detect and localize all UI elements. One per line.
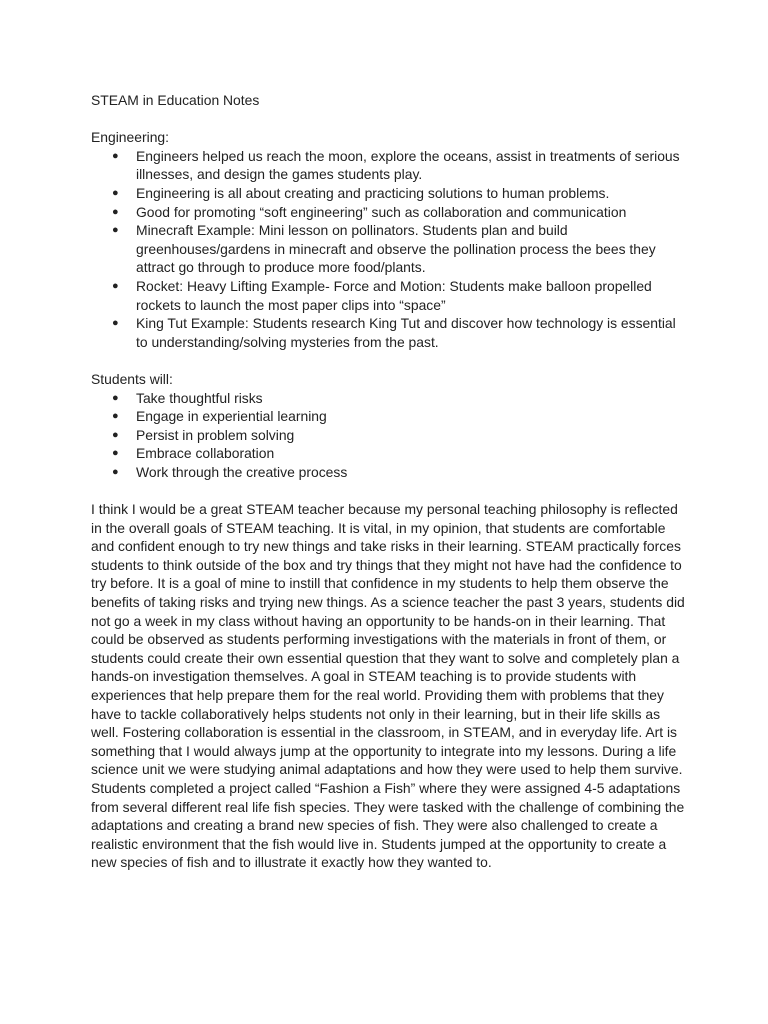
list-item bbox=[91, 444, 691, 463]
list-item-text: Work through the creative process bbox=[136, 463, 348, 480]
list-item bbox=[91, 277, 691, 314]
bullet-icon: ● bbox=[112, 410, 119, 423]
list-item-text: King Tut Example: Students research King Tut and discover how technology is essential to understanding/solving mysteries from the past. bbox=[136, 315, 676, 350]
list-item-text: Persist in problem solving bbox=[136, 426, 295, 443]
list-item-text: Good for promoting “soft engineering” such as collaboration and communication bbox=[136, 203, 627, 220]
engineering-list bbox=[91, 147, 691, 352]
bullet-icon: ● bbox=[112, 149, 119, 162]
list-item bbox=[91, 407, 691, 426]
list-item bbox=[91, 389, 691, 408]
bullet-icon: ● bbox=[112, 447, 119, 460]
list-item-text: Engineers helped us reach the moon, explore the oceans, assist in treatments of serious illnesses, and design the games students play. bbox=[136, 147, 680, 183]
list-item-text: Rocket: Heavy Lifting Example- Force and Motion: Students make balloon propelled rockets to launch the most paper clips into “space” bbox=[136, 277, 652, 313]
students-will-heading: Students will: bbox=[91, 370, 173, 387]
bullet-icon: ● bbox=[112, 224, 119, 237]
bullet-icon: ● bbox=[112, 279, 119, 292]
engineering-heading: Engineering: bbox=[91, 129, 169, 146]
document-page bbox=[91, 91, 691, 872]
document-title: STEAM in Education Notes bbox=[91, 92, 260, 108]
bullet-icon: ● bbox=[112, 205, 119, 218]
list-item bbox=[91, 147, 691, 184]
list-item bbox=[91, 221, 691, 277]
bullet-icon: ● bbox=[112, 428, 119, 441]
bullet-icon: ● bbox=[112, 186, 119, 199]
list-item bbox=[91, 314, 691, 351]
body-paragraph: I think I would be a great STEAM teacher because my personal teaching philosophy is reflected in the overall goals of STEAM teaching. It is vital, in my opinion, that students are comfortable and confident enough to try new things and take risks in their learning. STEAM practically forces students to think outside of the box and try things that they might not have had the confidence to try before. It is a goal of mine to instill that confidence in my students to help them observe the benefits of taking risks and trying new things. As a science teacher the past 3 years, students did not go a week in my class without having an opportunity to be hands-on in their learning. That could be observed as students performing investigations with the materials in front of them, or students could create their own essential question that they want to solve and completely plan a hands-on investigation themselves. A goal in STEAM teaching is to provide students with experiences that help prepare them for the real world. Providing them with problems that they have to tackle collaboratively helps students not only in their learning, but in their life skills as well. Fostering collaboration is essential in the classroom, in STEAM, and in everyday life. Art is something that I would always jump at the opportunity to integrate into my lessons. During a life science unit we were studying animal adaptations and how they were used to help them survive. Students completed a project called “Fashion a Fish” where they were assigned 4-5 adaptations from several different real life fish species. They were tasked with the challenge of combining the adaptations and creating a brand new species of fish. They were also challenged to create a realistic environment that the fish would live in. Students jumped at the opportunity to create a new species of fish and to illustrate it exactly how they wanted to. bbox=[91, 501, 685, 871]
list-item-text: Engage in experiential learning bbox=[136, 408, 327, 425]
list-item bbox=[91, 203, 691, 222]
list-item bbox=[91, 463, 691, 482]
bullet-icon: ● bbox=[112, 391, 119, 404]
list-item-text: Engineering is all about creating and practicing solutions to human problems. bbox=[136, 184, 610, 201]
bullet-icon: ● bbox=[112, 317, 119, 330]
list-item bbox=[91, 184, 691, 203]
list-item-text: Embrace collaboration bbox=[136, 445, 275, 462]
students-will-list bbox=[91, 389, 691, 482]
list-item-text: Take thoughtful risks bbox=[136, 389, 263, 406]
bullet-icon: ● bbox=[112, 465, 119, 478]
list-item-text: Minecraft Example: Mini lesson on pollinators. Students plan and build greenhouses/gardens in minecraft and observe the pollination process the bees they attract go through to produce more food/plants. bbox=[136, 222, 656, 276]
list-item bbox=[91, 426, 691, 445]
